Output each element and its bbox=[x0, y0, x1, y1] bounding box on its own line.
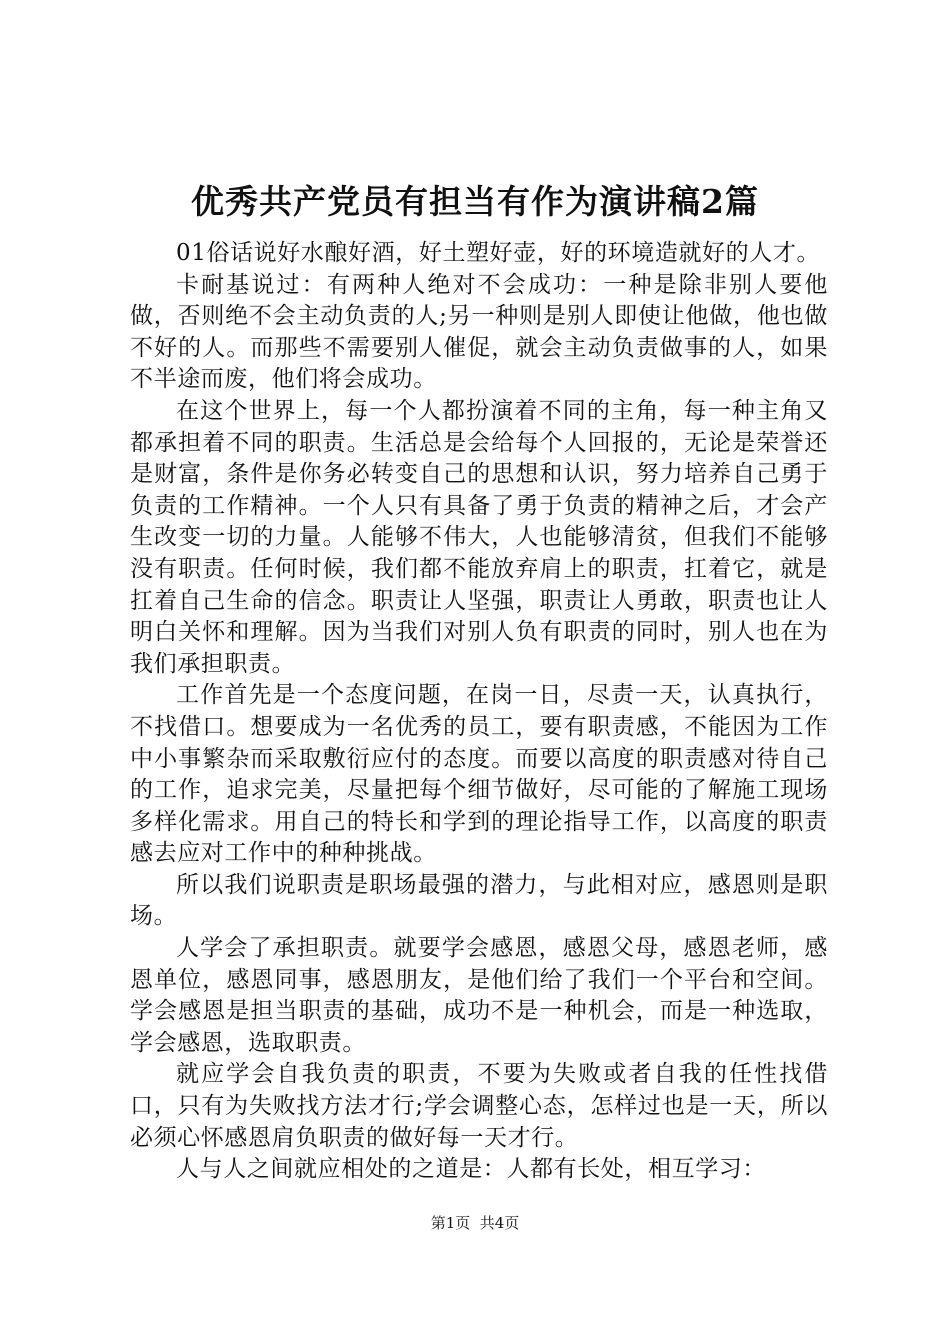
paragraph: 所以我们说职责是职场最强的潜力，与此相对应，感恩则是职场。 bbox=[130, 871, 828, 930]
document-body bbox=[130, 238, 828, 1186]
document-title: 优秀共产党员有担当有作为演讲稿2篇 bbox=[191, 182, 759, 221]
paragraph: 01俗话说好水酿好酒，好土塑好壶，好的环境造就好的人才。 bbox=[176, 240, 821, 266]
paragraph: 人学会了承担职责。就要学会感恩，感恩父母，感恩老师，感恩单位，感恩同事，感恩朋友，是他们给了我们一个平台和空间。学会感恩是担当职责的基础，成功不是一种机会，而是一种选取，学会感恩，选取职责。 bbox=[130, 935, 828, 1056]
paragraph: 卡耐基说过：有两种人绝对不会成功：一种是除非别人要他做，否则绝不会主动负责的人;另一种则是别人即使让他做，他也做不好的人。而那些不需要别人催促，就会主动负责做事的人，如果不半途而废，他们将会成功。 bbox=[130, 271, 828, 393]
paragraph: 就应学会自我负责的职责，不要为失败或者自我的任性找借口，只有为失败找方法才行;学会调整心态，怎样过也是一天，所以必须心怀感恩肩负职责的做好每一天才行。 bbox=[130, 1061, 828, 1151]
page-number-footer: 第1页 共4页 bbox=[430, 1214, 520, 1232]
paragraph: 在这个世界上，每一个人都扮演着不同的主角，每一种主角又都承担着不同的职责。生活总是会给每个人回报的，无论是荣誉还是财富，条件是你务必转变自己的思想和认识，努力培养自己勇于负责的工作精神。一个人只有具备了勇于负责的精神之后，才会产生改变一切的力量。人能够不伟大，人也能够清贫，但我们不能够没有职责。任何时候，我们都不能放弃肩上的职责，扛着它，就是扛着自己生命的信念。职责让人坚强，职责让人勇敢，职责也让人明白关怀和理解。因为当我们对别人负有职责的同时，别人也在为我们承担职责。 bbox=[130, 397, 828, 677]
paragraph: 工作首先是一个态度问题，在岗一日，尽责一天，认真执行，不找借口。想要成为一名优秀的员工，要有职责感，不能因为工作中小事繁杂而采取敷衍应付的态度。而要以高度的职责感对待自己的工作，追求完美，尽量把每个细节做好，尽可能的了解施工现场多样化需求。用自己的特长和学到的理论指导工作，以高度的职责感去应对工作中的种种挑战。 bbox=[130, 682, 828, 867]
paragraph: 人与人之间就应相处的之道是：人都有长处，相互学习： bbox=[176, 1156, 766, 1183]
